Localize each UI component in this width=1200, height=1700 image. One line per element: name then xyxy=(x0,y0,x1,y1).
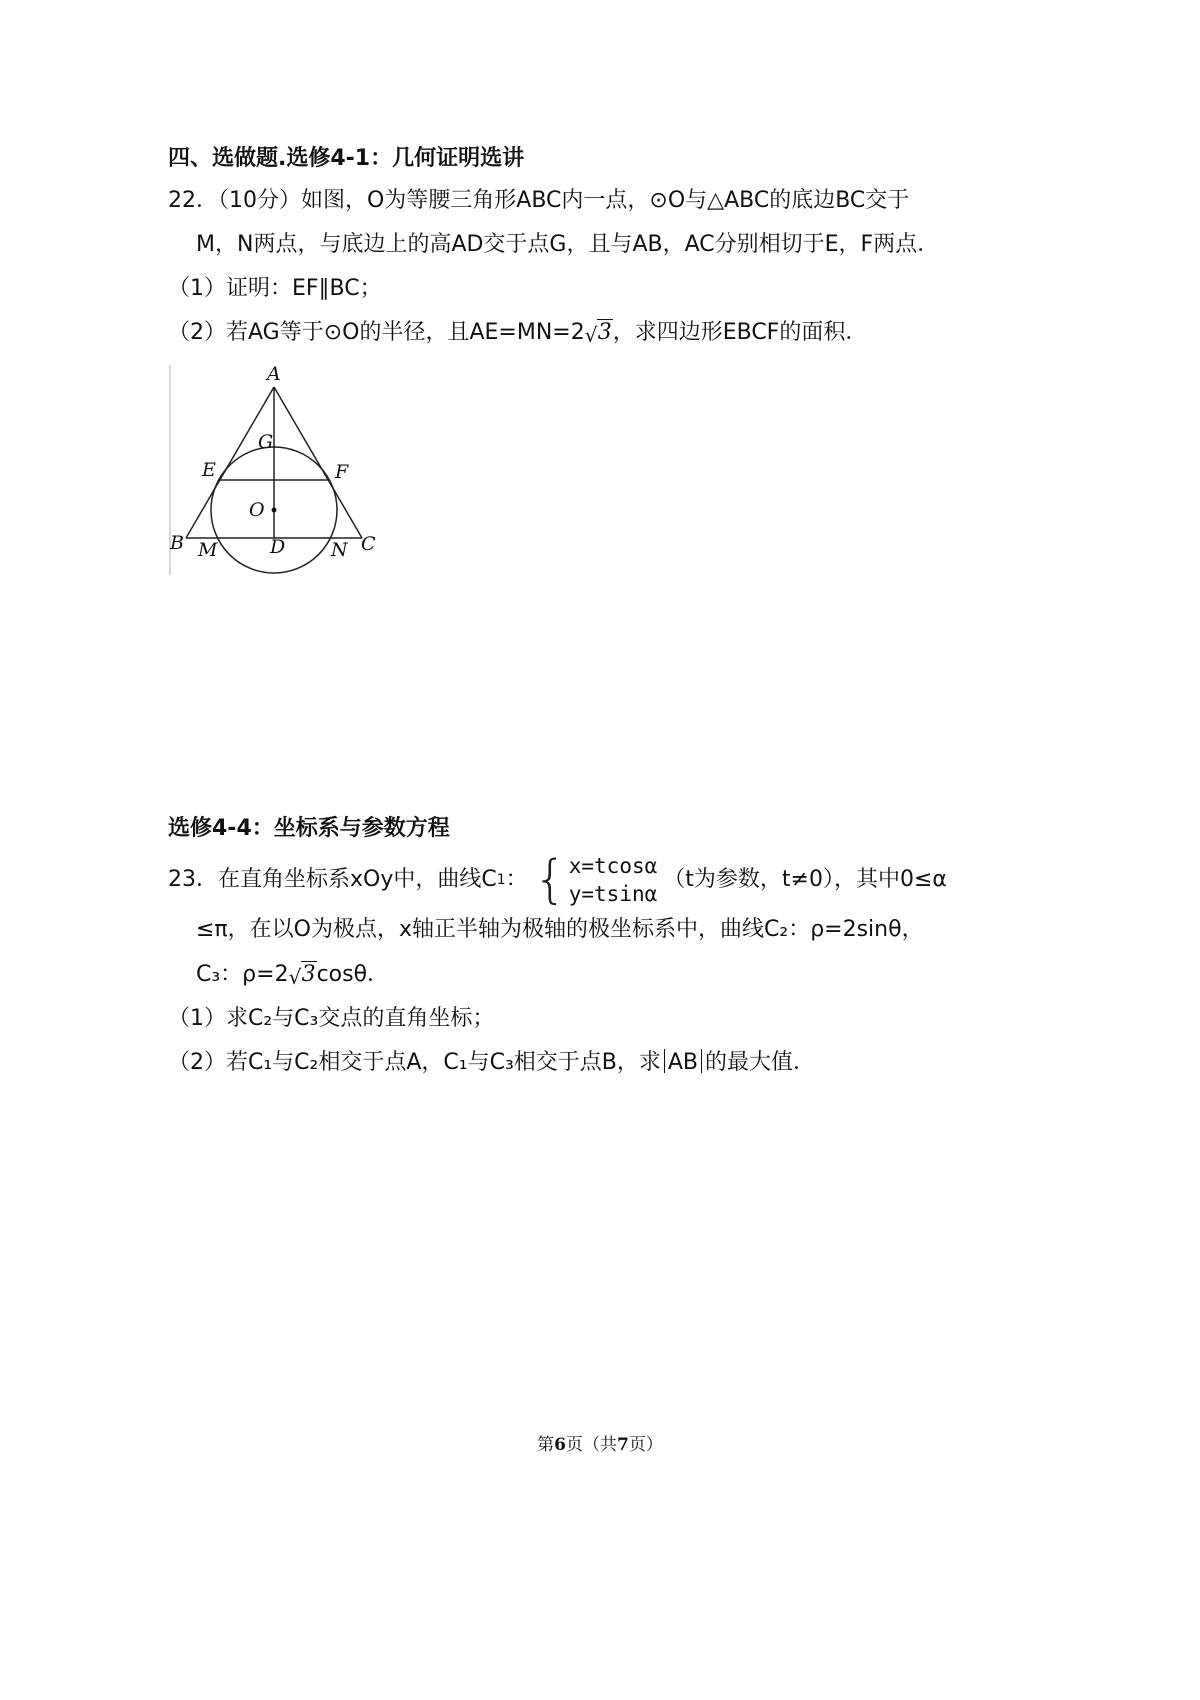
q23-part1: （1）求C₂与C₃交点的直角坐标； xyxy=(168,1006,495,1031)
param-system: { x=tcosα y=tsinα xyxy=(533,850,658,910)
q23-part2-pre: （2）若C₁与C₂相交于点A，C₁与C₃相交于点B，求 xyxy=(168,1050,661,1075)
q23-line1 xyxy=(168,852,947,908)
q23-line3-post: cosθ． xyxy=(316,962,390,987)
q22-part1: （1）证明：EF∥BC； xyxy=(168,276,382,301)
section-heading-4-1: 四、选做题.选修4-1：几何证明选讲 xyxy=(168,146,525,171)
q23-part2-post: 的最大值． xyxy=(705,1050,816,1075)
page-footer: 第6页（共7页） xyxy=(537,1435,663,1455)
param-y-eq: y=tsinα xyxy=(568,882,658,906)
triangle-side-ac xyxy=(274,387,362,538)
label-f: F xyxy=(335,461,349,483)
q23-c1-sub: 1 xyxy=(496,872,506,888)
geometry-figure xyxy=(160,360,400,585)
footer-page-number: 6 xyxy=(554,1435,566,1455)
label-e: E xyxy=(202,459,216,481)
q23-line2: ≤π，在以O为极点，x轴正半轴为极轴的极坐标系中，曲线C₂：ρ=2sinθ， xyxy=(196,917,924,942)
q22-line1: 22．（10分）如图，O为等腰三角形ABC内一点，⊙O与△ABC的底边BC交于 xyxy=(168,188,910,213)
sqrt-3: √ 3 xyxy=(584,320,612,347)
q23-line1-post: （t为参数，t≠0），其中0≤α xyxy=(663,867,947,892)
label-g: G xyxy=(258,431,274,453)
label-c: C xyxy=(361,533,376,555)
q22-part2 xyxy=(168,316,867,350)
param-x-eq: x=tcosα xyxy=(568,854,658,878)
q22-line2: M，N两点，与底边上的高AD交于点G，且与AB，AC分别相切于E，F两点． xyxy=(196,232,940,257)
q23-line3-pre: C₃：ρ=2 xyxy=(196,962,289,987)
q23-part2 xyxy=(168,1046,815,1080)
label-d: D xyxy=(270,536,286,558)
label-m: M xyxy=(198,539,218,561)
sqrt-3-b: √ 3 xyxy=(288,962,316,989)
label-o: O xyxy=(249,499,265,521)
q22-part2-post: ，求四边形EBCF的面积． xyxy=(612,320,868,345)
q23-line3 xyxy=(196,958,389,992)
center-dot-o xyxy=(272,508,277,513)
q23-line1-colon: ： xyxy=(505,867,528,892)
label-a: A xyxy=(267,363,281,385)
q23-part2-abs: AB xyxy=(667,1050,699,1075)
footer-total-pages: 7 xyxy=(617,1435,629,1455)
label-b: B xyxy=(170,532,184,554)
label-n: N xyxy=(331,539,348,561)
q22-part2-pre: （2）若AG等于⊙O的半径，且AE=MN=2 xyxy=(168,320,585,345)
section-heading-4-4: 选修4-4：坐标系与参数方程 xyxy=(168,816,450,841)
q23-line1-pre: 23．在直角坐标系xOy中，曲线C xyxy=(168,867,497,892)
